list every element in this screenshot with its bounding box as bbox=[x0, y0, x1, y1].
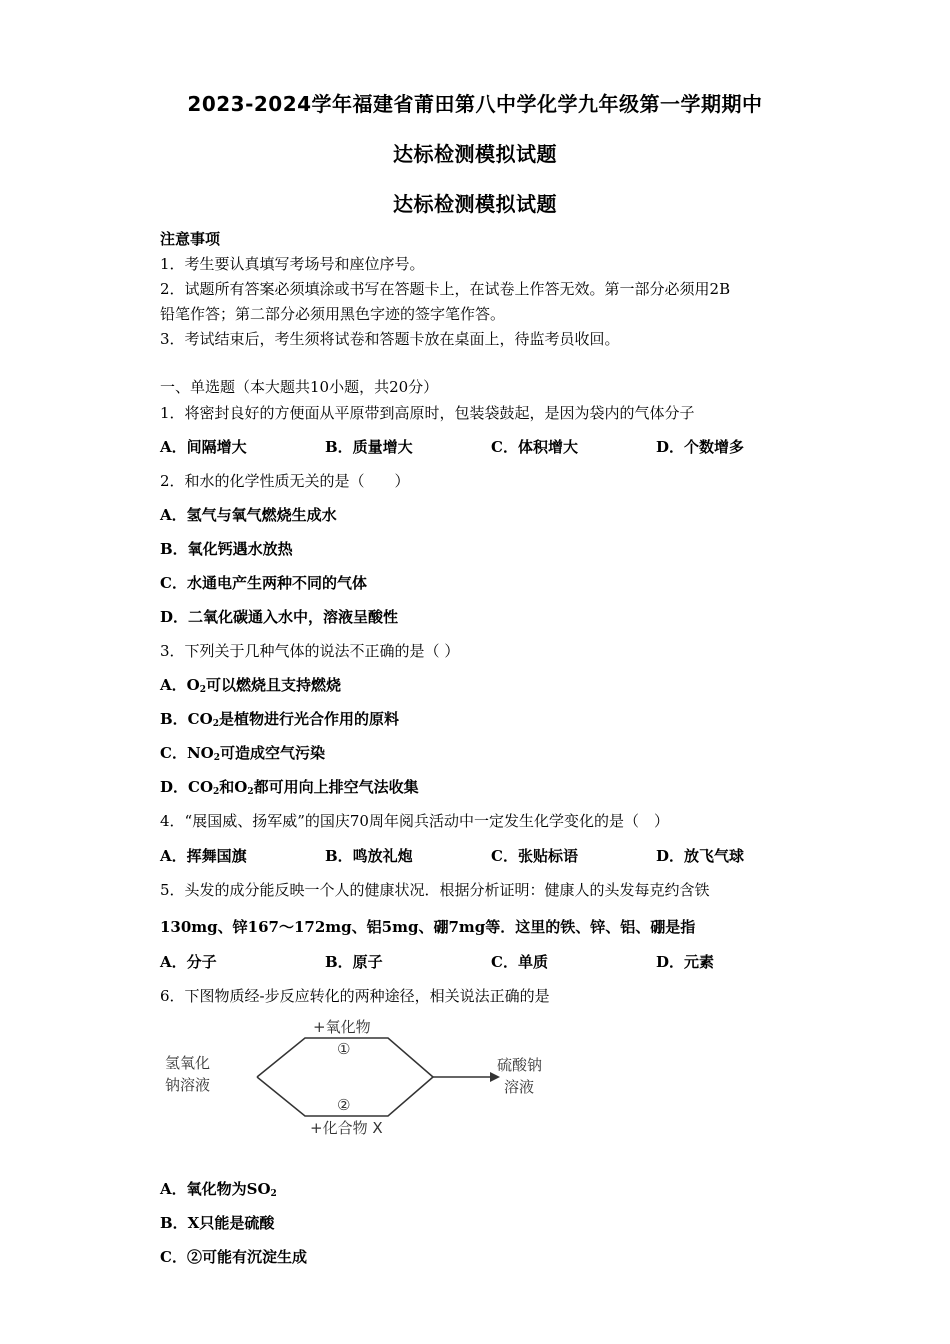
notice-item-3: 3．考试结束后，考生须将试卷和答题卡放在桌面上，待监考员收回。 bbox=[160, 330, 620, 348]
q3-option-d: D．$CO_2$和$O_2$都可用向上排空气法收集 bbox=[160, 778, 419, 797]
q6-stem: 6．下图物质经-步反应转化的两种途径，相关说法正确的是 bbox=[160, 987, 550, 1005]
q6-option-c: C．②可能有沉淀生成 bbox=[160, 1248, 307, 1266]
q4-option-c: C．张贴标语 bbox=[491, 847, 578, 865]
q4-option-b: B．鸣放礼炮 bbox=[325, 847, 413, 865]
diagram-path2-reagent: +化合物 X bbox=[310, 1119, 383, 1137]
q5-option-b: B．原子 bbox=[325, 953, 383, 971]
q5-option-a: A．分子 bbox=[160, 953, 217, 971]
exam-title-line3: 达标检测模拟试题 bbox=[393, 192, 557, 216]
q3-option-a: A．$O_2$可以燃烧且支持燃烧 bbox=[160, 676, 341, 695]
q4-option-a: A．挥舞国旗 bbox=[160, 847, 247, 865]
notice-item-2b: 铅笔作答；第二部分必须用黑色字迹的签字笔作答。 bbox=[160, 305, 506, 323]
diagram-product-line1: 硫酸钠 bbox=[497, 1056, 543, 1074]
q3-option-b: B．$CO_2$是植物进行光合作用的原料 bbox=[160, 710, 399, 729]
q1-option-a: A．间隔增大 bbox=[160, 438, 247, 456]
q2-option-c: C．水通电产生两种不同的气体 bbox=[160, 574, 367, 592]
q1-option-b: B．质量增大 bbox=[325, 438, 413, 456]
notice-item-1: 1．考生要认真填写考场号和座位序号。 bbox=[160, 255, 425, 273]
q3-stem: 3．下列关于几种气体的说法不正确的是（ ） bbox=[160, 642, 460, 660]
exam-title-line2: 达标检测模拟试题 bbox=[393, 142, 557, 166]
q1-stem: 1．将密封良好的方便面从平原带到高原时，包装袋鼓起，是因为袋内的气体分子 bbox=[160, 404, 695, 422]
diagram-path1-number: ① bbox=[337, 1040, 351, 1058]
exam-title-line1: 2023-2024学年福建省莆田第八中学化学九年级第一学期期中 bbox=[187, 92, 763, 116]
q2-stem: 2．和水的化学性质无关的是（ ） bbox=[160, 472, 410, 490]
q6-option-a: A．氧化物为$SO_2$ bbox=[160, 1180, 277, 1199]
q4-stem: 4．“展国威、扬军威”的国庆70周年阅兵活动中一定发生化学变化的是（ ） bbox=[160, 812, 669, 830]
q1-option-c: C．体积增大 bbox=[491, 438, 578, 456]
notice-heading: 注意事项 bbox=[160, 230, 221, 248]
q2-option-b: B．氧化钙遇水放热 bbox=[160, 540, 293, 558]
diagram-reactant-line1: 氢氧化 bbox=[165, 1054, 211, 1072]
diagram-reactant-line2: 钠溶液 bbox=[165, 1076, 211, 1094]
q6-option-b: B．X只能是硫酸 bbox=[160, 1214, 275, 1232]
q3-option-c: C．$NO_2$可造成空气污染 bbox=[160, 744, 325, 763]
diagram-path2-number: ② bbox=[337, 1096, 351, 1114]
q2-option-a: A．氢气与氧气燃烧生成水 bbox=[160, 506, 337, 524]
diagram-path1-reagent: +氧化物 bbox=[313, 1018, 371, 1036]
q5-option-d: D．元素 bbox=[656, 953, 715, 971]
q5-stem-line1: 5．头发的成分能反映一个人的健康状况．根据分析证明：健康人的头发每克约含铁 bbox=[160, 881, 710, 899]
notice-item-2a: 2．试题所有答案必须填涂或书写在答题卡上，在试卷上作答无效。第一部分必须用2B bbox=[160, 280, 731, 298]
reaction-pathway-diagram bbox=[160, 1012, 560, 1147]
q5-option-c: C．单质 bbox=[491, 953, 548, 971]
q1-option-d: D．个数增多 bbox=[656, 438, 745, 456]
diagram-product-line2: 溶液 bbox=[504, 1078, 535, 1096]
section-heading: 一、单选题（本大题共10小题，共20分） bbox=[160, 378, 439, 396]
q2-option-d: D．二氧化碳通入水中，溶液呈酸性 bbox=[160, 608, 399, 626]
q5-stem-line2: 130mg、锌167～172mg、铝5mg、硼7mg等．这里的铁、锌、铝、硼是指 bbox=[160, 918, 696, 936]
q4-option-d: D．放飞气球 bbox=[656, 847, 745, 865]
